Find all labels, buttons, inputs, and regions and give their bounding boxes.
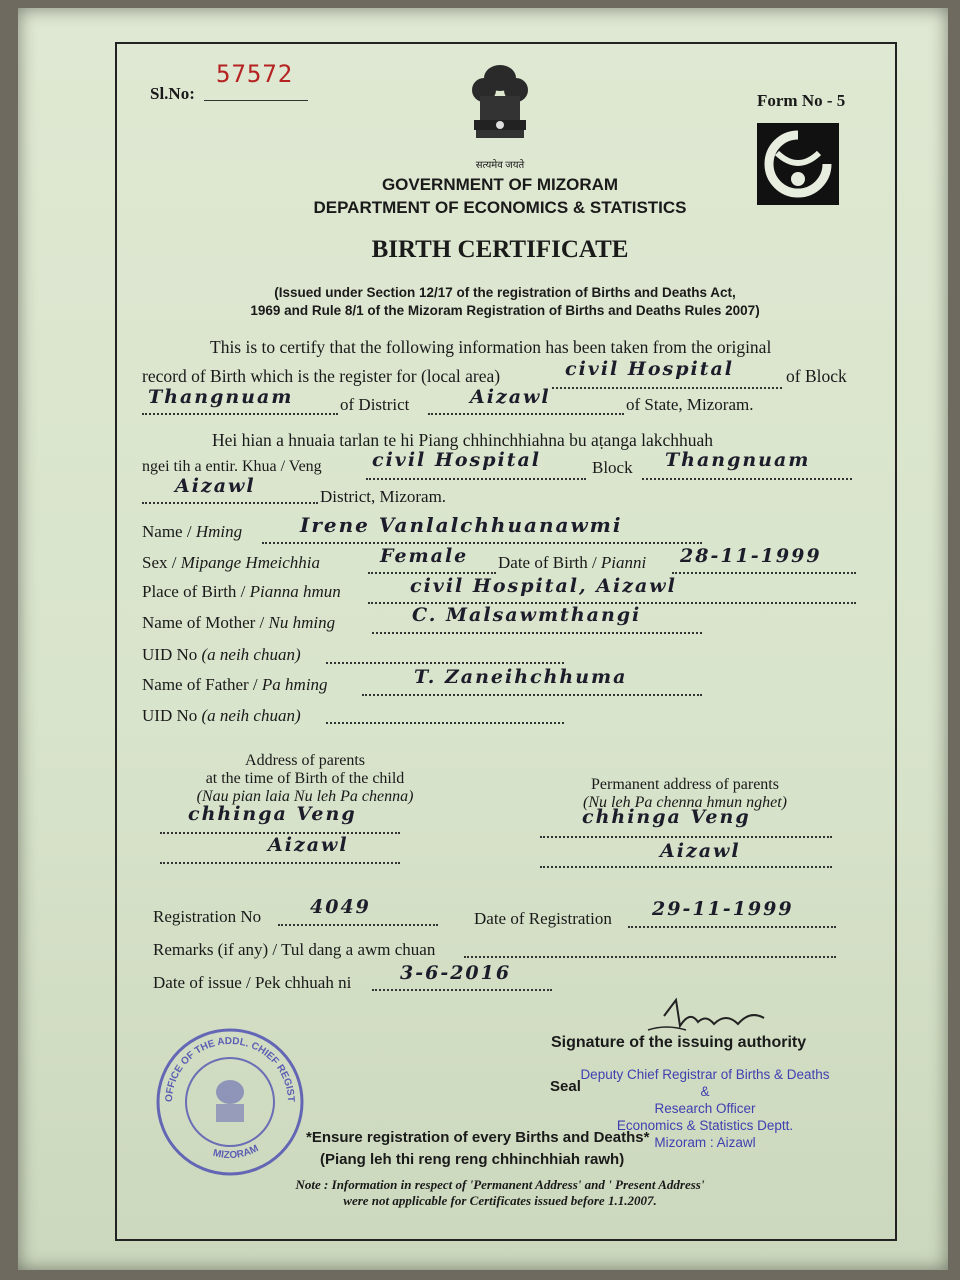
dob-value: 28-11-1999 <box>680 545 822 567</box>
issue-date-label: Date of issue / Pek chhuah ni <box>153 973 352 992</box>
registration-date-label: Date of Registration <box>474 909 612 928</box>
mizo-line2-block: Block <box>592 458 633 477</box>
sex-value: Female <box>380 545 469 567</box>
official-stamp: Deputy Chief Registrar of Births & Deaths & Research Officer Economics & Statistics Deptt. Mizoram : Aizawl <box>580 1067 830 1150</box>
form-number: Form No - 5 <box>757 91 846 110</box>
government-heading: GOVERNMENT OF MIZORAM <box>381 175 619 194</box>
issued-under-line1: (Issued under Section 12/17 of the registration of Births and Deaths Act, <box>274 285 736 300</box>
block-value: Thangnuam <box>148 386 294 408</box>
certify-line2-suffix: of Block <box>786 366 847 386</box>
sex-label: Sex / Mipange Hmeichhia <box>142 553 321 572</box>
district-value: Aizawl <box>470 386 551 408</box>
block2-value: Thangnuam <box>665 449 811 471</box>
mother-label: Name of Mother / Nu hming <box>142 613 336 632</box>
uid-father-label: UID No (a neih chuan) <box>142 706 301 725</box>
certify-line3-suffix: of State, Mizoram. <box>626 395 754 414</box>
birth-address-line2: Aizawl <box>268 834 349 856</box>
issued-under-line2: 1969 and Rule 8/1 of the Mizoram Registration of Births and Deaths Rules 2007) <box>250 303 760 318</box>
remarks-label: Remarks (if any) / Tul dang a awm chuan <box>153 940 436 959</box>
ensure-registration-mizo: (Piang leh thi reng reng chhinchhiah rawh) <box>320 1151 625 1168</box>
mother-value: C. Malsawmthangi <box>412 604 642 626</box>
svg-text:MIZORAM: MIZORAM <box>211 1143 261 1162</box>
national-emblem-icon <box>462 60 538 164</box>
permanent-address-heading: Permanent address of parents (Nu leh Pa chenna hmun nghet) <box>583 776 787 811</box>
department-heading: DEPARTMENT OF ECONOMICS & STATISTICS <box>313 198 687 217</box>
certificate-title: BIRTH CERTIFICATE <box>371 236 629 263</box>
father-value: T. Zaneihchhuma <box>414 666 628 688</box>
serial-label: Sl.No: <box>150 84 195 103</box>
uid-mother-label: UID No (a neih chuan) <box>142 645 301 664</box>
district2-value: Aizawl <box>175 475 256 497</box>
issue-date-value: 3-6-2016 <box>400 962 512 984</box>
name-label: Name / Hming <box>142 522 243 541</box>
registration-no-value: 4049 <box>310 896 371 918</box>
name-value: Irene Vanlalchhuanawmi <box>300 513 623 537</box>
khua-value: civil Hospital <box>372 449 542 471</box>
registration-date-value: 29-11-1999 <box>652 898 794 920</box>
pob-label: Place of Birth / Pianna hmun <box>142 582 341 601</box>
signature-label: Signature of the issuing authority <box>551 1034 807 1051</box>
mizo-line2-label: ngei tih a entir. Khua / Veng <box>142 458 322 475</box>
mizo-line1: Hei hian a hnuaia tarlan te hi Piang chhinchhiahna bu aṭanga lakchhuah <box>212 430 713 450</box>
permanent-address-line2: Aizawl <box>660 840 741 862</box>
certify-line3-label: of District <box>340 395 410 414</box>
round-seal-icon <box>150 1020 310 1180</box>
ensure-registration-line: *Ensure registration of every Births and Deaths* <box>306 1129 650 1146</box>
mizo-line3: District, Mizoram. <box>320 487 447 506</box>
dob-label: Date of Birth / Pianni <box>498 553 647 572</box>
local-area-value: civil Hospital <box>565 358 735 380</box>
birth-address-heading: Address of parents at the time of Birth of the child (Nau pian laia Nu leh Pa chenna) <box>196 752 414 805</box>
birth-address-line1: chhinga Veng <box>188 803 357 825</box>
seal-label: Seal <box>550 1078 581 1095</box>
pob-value: civil Hospital, Aizawl <box>410 575 677 597</box>
father-label: Name of Father / Pa hming <box>142 675 328 694</box>
certify-line1: This is to certify that the following information has been taken from the original <box>210 337 772 357</box>
certify-line2-label: record of Birth which is the register for (local area) <box>142 366 501 386</box>
permanent-address-line1: chhinga Veng <box>582 806 751 828</box>
emblem-motto: सत्यमेव जयते <box>475 160 525 171</box>
registration-no-label: Registration No <box>153 907 262 926</box>
svg-text:OFFICE OF THE ADDL. CHIEF REGI: OFFICE OF THE ADDL. CHIEF REGIST <box>163 1035 297 1103</box>
note: Note : Information in respect of 'Permanent Address' and ' Present Address' were not applicable for Certificates issued before 1.1.2007. <box>295 1177 705 1208</box>
serial-number: 57572 <box>216 60 294 88</box>
